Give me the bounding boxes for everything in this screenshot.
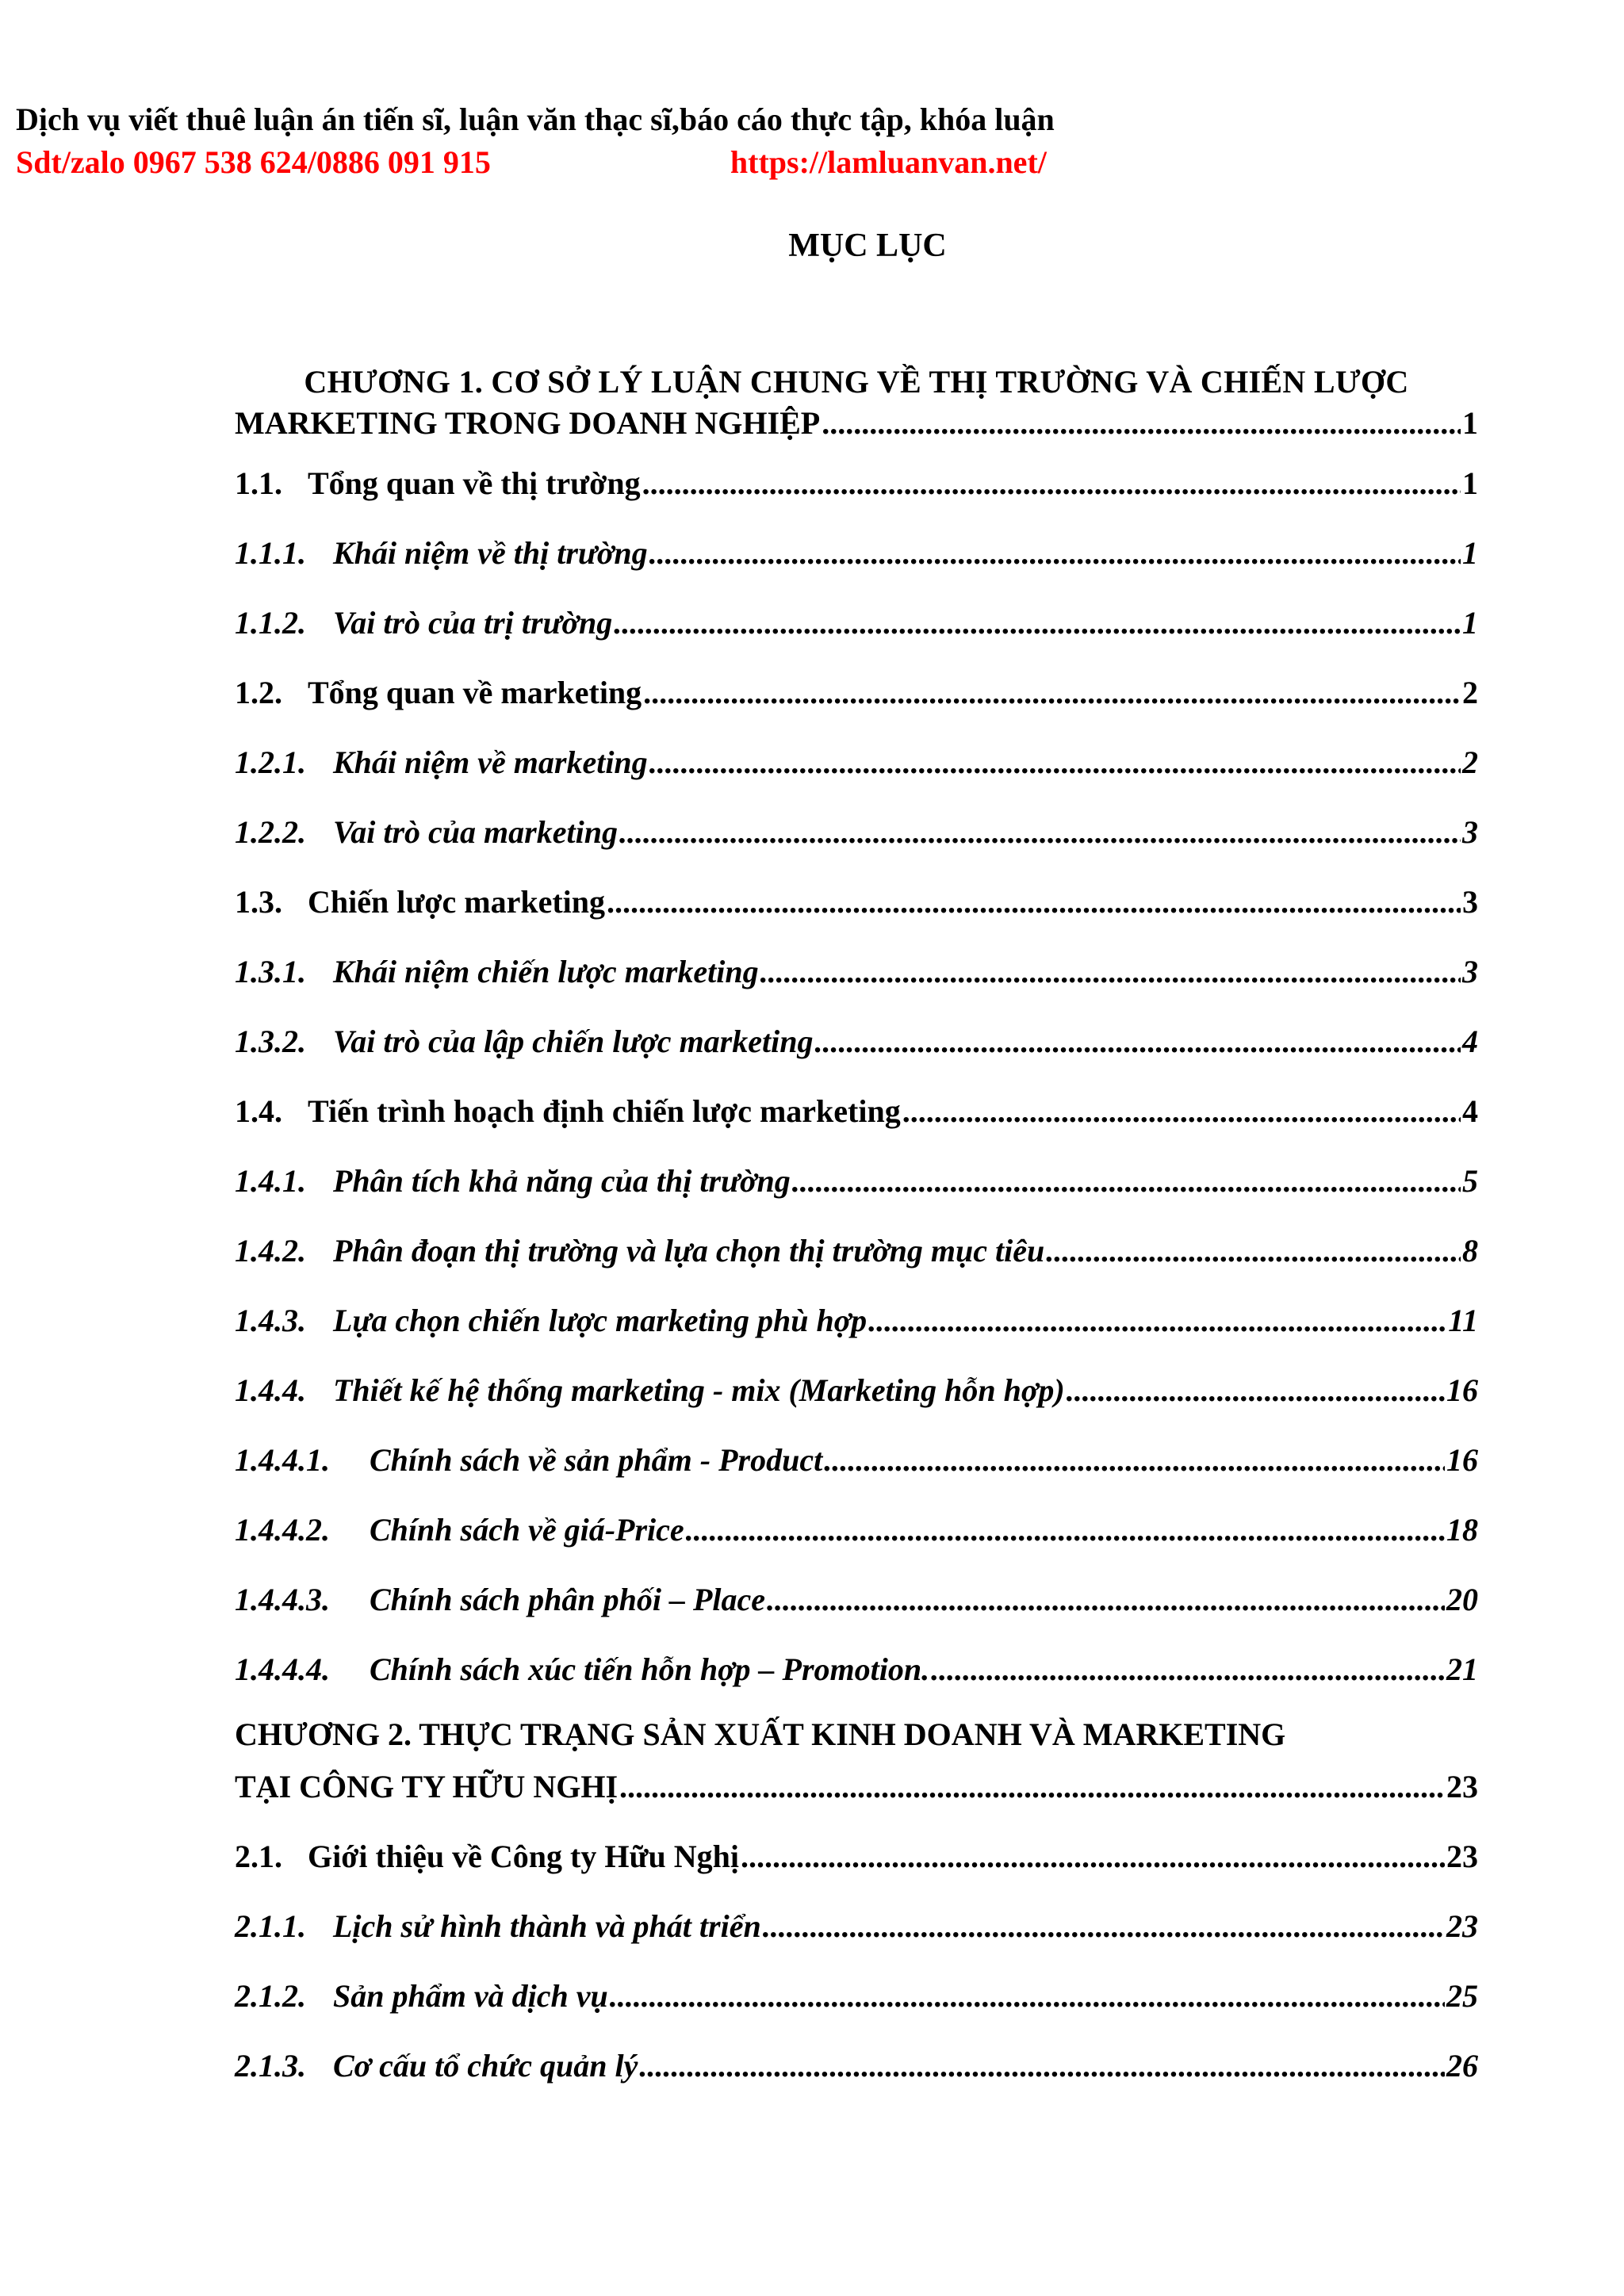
toc-chapter-2 (235, 1714, 1478, 1808)
toc-entry-label: Chiến lược marketing (308, 884, 606, 920)
toc-page-number: 23 (1446, 1769, 1478, 1804)
toc-entry-label: Giới thiệu về Công ty Hữu Nghị (308, 1839, 739, 1874)
toc-leader-dots (639, 2045, 1445, 2087)
toc-page-number: 1 (1462, 465, 1478, 501)
toc-entry-1-4-4-4 (235, 1649, 1478, 1690)
table-of-contents (235, 362, 1478, 2087)
toc-page-number: 1 (1462, 535, 1478, 571)
toc-page-number: 4 (1462, 1024, 1478, 1059)
toc-entry-1-2-2 (235, 812, 1478, 853)
toc-entry-2-1-1 (235, 1906, 1478, 1947)
promo-banner-contact (16, 141, 1055, 184)
toc-chapter-title-line2: TẠI CÔNG TY HỮU NGHỊ (235, 1769, 619, 1804)
toc-entry-label: Khái niệm về marketing (333, 744, 648, 780)
toc-leader-dots (619, 1766, 1445, 1808)
toc-leader-dots (619, 812, 1461, 853)
toc-entry-label: Chính sách về sản phẩm - Product (370, 1442, 823, 1478)
toc-entry-label: Cơ cấu tổ chức quản lý (333, 2048, 638, 2084)
toc-leader-dots (607, 882, 1461, 923)
toc-entry-number: 1.4.4.3. (235, 1582, 330, 1617)
toc-entry-number: 1.1. (235, 465, 282, 501)
toc-entry-2-1-2 (235, 1976, 1478, 2017)
toc-entry-number: 2.1.2. (235, 1978, 306, 2014)
toc-entry-1-2 (235, 672, 1478, 714)
toc-entry-1-4-4-1 (235, 1440, 1478, 1481)
toc-entry-number: 1.3.2. (235, 1024, 306, 1059)
toc-entry-label: Lịch sử hình thành và phát triển (333, 1908, 761, 1944)
toc-entry-number: 1.1.1. (235, 535, 306, 571)
toc-leader-dots (649, 533, 1461, 574)
toc-entry-label: Sản phẩm và dịch vụ (333, 1978, 608, 2014)
toc-page-number: 8 (1462, 1233, 1478, 1269)
toc-entry-number: 1.4.2. (235, 1233, 306, 1269)
toc-leader-dots (642, 463, 1461, 504)
toc-entry-1-4-1 (235, 1161, 1478, 1202)
toc-entry-1-4-4 (235, 1370, 1478, 1411)
toc-page-number: 3 (1462, 884, 1478, 920)
toc-chapter-title-line2: MARKETING TRONG DOANH NGHIỆP (235, 405, 821, 441)
toc-page-number: 23 (1446, 1908, 1478, 1944)
toc-leader-dots (763, 1906, 1445, 1947)
toc-entry-1-3-1 (235, 951, 1478, 993)
toc-leader-dots (760, 951, 1461, 993)
toc-leader-dots (614, 603, 1461, 644)
toc-leader-dots (868, 1300, 1446, 1341)
toc-entry-1-3-2 (235, 1021, 1478, 1062)
toc-entry-number: 1.2.2. (235, 814, 306, 850)
toc-entry-2-1-3 (235, 2045, 1478, 2087)
toc-entry-1-4-2 (235, 1230, 1478, 1272)
toc-leader-dots (610, 1976, 1445, 2017)
toc-entry-label: Vai trò của trị trường (333, 605, 613, 641)
toc-entry-number: 1.3. (235, 884, 282, 920)
toc-entry-1-4-4-2 (235, 1510, 1478, 1551)
toc-page-number: 5 (1462, 1163, 1478, 1199)
promo-url: https://lamluanvan.net/ (730, 144, 1047, 180)
toc-entry-1-1 (235, 463, 1478, 504)
toc-page-number: 2 (1462, 675, 1478, 710)
toc-page-number: 18 (1446, 1512, 1478, 1548)
toc-leader-dots (792, 1161, 1461, 1202)
toc-leader-dots (649, 742, 1461, 783)
toc-entry-number: 1.1.2. (235, 605, 306, 641)
toc-entry-label: Tiến trình hoạch định chiến lược marketing (308, 1093, 901, 1129)
toc-entry-number: 1.4.4. (235, 1372, 306, 1408)
toc-entry-1-1-1 (235, 533, 1478, 574)
toc-page-number: 23 (1446, 1839, 1478, 1874)
toc-entry-number: 1.4.1. (235, 1163, 306, 1199)
toc-entry-number: 1.4.3. (235, 1303, 306, 1338)
toc-entry-number: 2.1. (235, 1839, 282, 1874)
toc-entry-1-4 (235, 1091, 1478, 1132)
toc-leader-dots (1067, 1370, 1445, 1411)
toc-entry-label: Phân đoạn thị trường và lựa chọn thị trường mục tiêu (333, 1233, 1045, 1269)
toc-entry-number: 1.2.1. (235, 744, 306, 780)
toc-entry-number: 1.4.4.4. (235, 1651, 330, 1687)
toc-page-number: 11 (1448, 1303, 1478, 1338)
promo-phone: Sdt/zalo 0967 538 624/0886 091 915 (16, 144, 491, 180)
toc-entry-label: Vai trò của lập chiến lược marketing (333, 1024, 814, 1059)
toc-leader-dots (1046, 1230, 1461, 1272)
toc-leader-dots (931, 1649, 1445, 1690)
toc-entry-1-4-4-3 (235, 1579, 1478, 1621)
toc-leader-dots (902, 1091, 1461, 1132)
promo-banner-services: Dịch vụ viết thuê luận án tiến sĩ, luận văn thạc sĩ,báo cáo thực tập, khóa luận (16, 101, 1055, 137)
toc-page-number: 1 (1462, 605, 1478, 641)
toc-entry-label: Tổng quan về marketing (308, 675, 642, 710)
toc-page-number: 20 (1446, 1582, 1478, 1617)
toc-page-number: 21 (1446, 1651, 1478, 1687)
toc-chapter-1 (235, 362, 1478, 444)
toc-title: MỤC LỤC (788, 228, 947, 264)
toc-entry-1-4-3 (235, 1300, 1478, 1341)
toc-entry-number: 1.4. (235, 1093, 282, 1129)
toc-leader-dots (824, 1440, 1445, 1481)
toc-entry-number: 1.3.1. (235, 954, 306, 989)
promo-banner (16, 98, 1055, 184)
toc-page-number: 4 (1462, 1093, 1478, 1129)
toc-page-number: 26 (1446, 2048, 1478, 2084)
toc-entry-number: 2.1.1. (235, 1908, 306, 1944)
toc-entry-label: Chính sách phân phối – Place (370, 1582, 766, 1617)
toc-entry-label: Lựa chọn chiến lược marketing phù hợp (333, 1303, 868, 1338)
toc-leader-dots (822, 403, 1461, 444)
toc-page-number: 16 (1446, 1372, 1478, 1408)
toc-page-number: 16 (1446, 1442, 1478, 1478)
toc-entry-number: 1.2. (235, 675, 282, 710)
toc-chapter-title-line1: CHƯƠNG 1. CƠ SỞ LÝ LUẬN CHUNG VỀ THỊ TRƯỜNG VÀ CHIẾN LƯỢC (304, 364, 1409, 400)
toc-entry-label: Vai trò của marketing (333, 814, 618, 850)
toc-leader-dots (767, 1579, 1445, 1621)
toc-leader-dots (643, 672, 1461, 714)
toc-entry-label: Thiết kế hệ thống marketing - mix (Marketing hỗn hợp) (333, 1372, 1065, 1408)
toc-entry-label: Khái niệm chiến lược marketing (333, 954, 759, 989)
toc-entry-label: Chính sách xúc tiến hỗn hợp – Promotion. (370, 1651, 930, 1687)
toc-entry-number: 1.4.4.1. (235, 1442, 330, 1478)
toc-entry-1-2-1 (235, 742, 1478, 783)
toc-entry-label: Phân tích khả năng của thị trường (333, 1163, 791, 1199)
toc-leader-dots (814, 1021, 1461, 1062)
toc-entry-1-3 (235, 882, 1478, 923)
toc-page-number: 3 (1462, 814, 1478, 850)
toc-page-number: 25 (1446, 1978, 1478, 2014)
toc-entry-label: Tổng quan về thị trường (308, 465, 641, 501)
toc-chapter-title-line1: CHƯƠNG 2. THỰC TRẠNG SẢN XUẤT KINH DOANH VÀ MARKETING (235, 1716, 1286, 1752)
toc-entry-label: Chính sách về giá-Price (370, 1512, 684, 1548)
toc-entry-2-1 (235, 1836, 1478, 1877)
toc-entry-label: Khái niệm về thị trường (333, 535, 648, 571)
toc-leader-dots (741, 1836, 1445, 1877)
toc-page-number: 1 (1462, 405, 1478, 441)
toc-leader-dots (686, 1510, 1445, 1551)
toc-entry-1-1-2 (235, 603, 1478, 644)
toc-page-number: 2 (1462, 744, 1478, 780)
toc-page-number: 3 (1462, 954, 1478, 989)
toc-entry-number: 1.4.4.2. (235, 1512, 330, 1548)
toc-entry-number: 2.1.3. (235, 2048, 306, 2084)
